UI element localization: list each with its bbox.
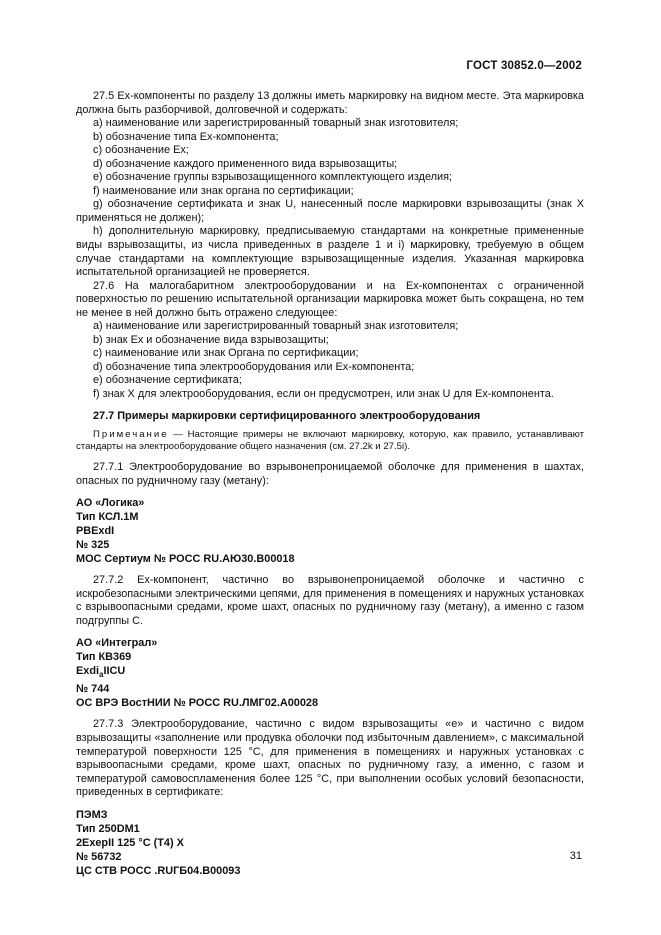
list-item: e) обозначение группы взрывозащищенного комплектующего изделия; [93, 171, 453, 184]
paragraph-27-7-2: 27.7.2 Ex-компонент, частично во взрывонепроницаемой оболочке и частично с искробезопасными электрическими цепями, для применения в помещениях и наружных установках с взрывоопасными средами, кроме шахт, опасных по рудничному газу (метану), а именно с газом подгруппы С. [76, 574, 584, 627]
list-item: d) обозначение каждого примененного вида взрывозащиты; [93, 157, 398, 170]
marking-line: № 744 [76, 683, 110, 696]
list-item-h: h) дополнительную маркировку, предписываемую стандартами на конкретные примененные виды взрывозащиты, из числа приведенных в разделе 1 и i) маркировку, требуемую в общем случае стандартами на комплектующие взрывозащищенные изделия. Указанная маркировка испытательной организацией не проверяется. [76, 225, 584, 279]
marking-line: Тип КСЛ.1М [76, 511, 139, 524]
list-item: a) наименование или зарегистрированный товарный знак изготовителя; [93, 320, 459, 333]
list-item: b) знак Ex и обозначение вида взрывозащиты; [93, 333, 329, 346]
list-27-6 [76, 320, 584, 401]
list-item: c) обозначение Ex; [93, 144, 189, 157]
list-item-g: g) обозначение сертификата и знак U, нанесенный после маркировки взрывозащиты (знак X применяться не должен); [76, 198, 584, 224]
list-item: f) знак X для электрооборудования, если он предусмотрен, или знак U для Ex-компонента. [93, 388, 554, 401]
list-item: a) наименование или зарегистрированный товарный знак изготовителя; [93, 117, 459, 130]
standard-header: ГОСТ 30852.0—2002 [466, 60, 582, 72]
marking-line-exd [76, 664, 584, 682]
marking-line: МОС Сертиум № РОСС RU.АЮ30.В00018 [76, 553, 295, 566]
note-text: — Настоящие примеры не включают маркировку, которую, как правило, устанавливают стандарты на электрооборудование общего назначения (см. 27.2k и 27.5i). [76, 429, 584, 453]
exd-prefix: Exdi [76, 665, 99, 678]
note [76, 429, 584, 453]
paragraph-27-5-intro: 27.5 Ex-компоненты по разделу 13 должны иметь маркировку на видном месте. Эта маркировка должна быть разборчивой, долговечной и содержать: [76, 90, 584, 116]
exd-suffix: IICU [103, 665, 126, 678]
list-item: e) обозначение сертификата; [93, 374, 242, 387]
paragraph-27-7-1: 27.7.1 Электрооборудование во взрывонепроницаемой оболочке для применения в шахтах, опасных по рудничному газу (метану): [76, 461, 584, 487]
marking-line: АО «Логика» [76, 497, 145, 510]
marking-example-3 [76, 808, 584, 878]
marking-line: АО «Интеграл» [76, 637, 158, 650]
marking-line: № 56732 [76, 850, 122, 863]
marking-line: ОС ВРЭ ВостНИИ № РОСС RU.ЛМГ02.А00028 [76, 697, 319, 710]
section-heading-27-7: 27.7 Примеры маркировки сертифицированного электрооборудования [93, 409, 481, 422]
list-item: c) наименование или знак Органа по сертификации; [93, 347, 359, 360]
marking-line: Тип КВ369 [76, 651, 132, 664]
list-27-5 [76, 117, 584, 198]
marking-line: ЦС СТВ РОСС .RUГБ04.В00093 [76, 864, 241, 877]
marking-line: № 325 [76, 539, 110, 552]
list-item: f) наименование или знак органа по сертификации; [93, 184, 354, 197]
exd-subscript: a [99, 670, 104, 680]
page-content [76, 90, 584, 878]
paragraph-27-7-3: 27.7.3 Электрооборудование, частично с видом взрывозащиты «е» и частично с видом взрывозащиты «заполнение или продувка оболочки под избыточным давлением», с максимальной температурой поверхности 125 °С, для применения в помещениях и наружных установках с взрывоопасными средами, кроме шахт, опасных по рудничному газу, а именно, с газом и температурой самовоспламенения более 125 °С, при выполнении особых условий безопасности, приведенных в сертификате: [76, 718, 584, 799]
marking-line: 2ExepII 125 °C (T4) X [76, 836, 184, 849]
list-item: d) обозначение типа электрооборудования или Ex-компонента; [93, 360, 415, 373]
list-item: b) обозначение типа Ex-компонента; [93, 130, 279, 143]
note-label: Примечание [93, 429, 169, 441]
marking-line: Тип 250DM1 [76, 822, 140, 835]
marking-example-1 [76, 496, 584, 566]
marking-line: PBExdI [76, 525, 115, 538]
page-number: 31 [569, 850, 582, 862]
marking-line: ПЭМЗ [76, 808, 108, 821]
paragraph-27-6-intro: 27.6 На малогабаритном электрооборудовании и на Ex-компонентах с ограниченной поверхностью по решению испытательной организации маркировка может быть сокращена, но тем не менее в ней должно быть отражено следующее: [76, 279, 584, 319]
marking-example-2 [76, 636, 584, 710]
